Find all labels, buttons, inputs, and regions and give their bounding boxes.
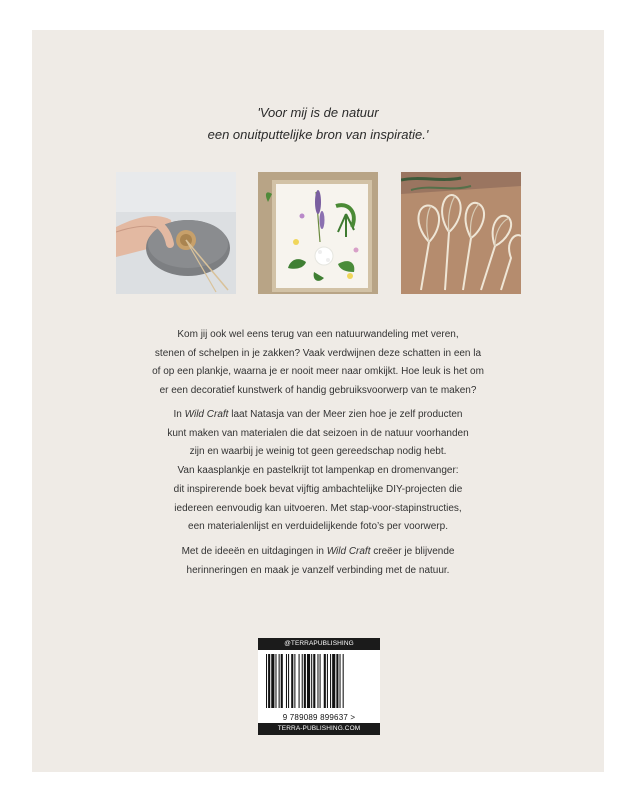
barcode-bar	[307, 654, 310, 708]
barcode-bar	[291, 654, 293, 708]
barcode-bar	[343, 654, 344, 708]
barcode-bar	[299, 654, 300, 708]
text-line: herinneringen en maak je vanzelf verbinding met de natuur.	[186, 564, 450, 576]
barcode-bar	[288, 654, 289, 708]
text-segment: In	[173, 409, 185, 420]
text-line: Van kaasplankje en pastelkrijt tot lampenkap en dromenvanger:	[177, 465, 459, 477]
text-segment: creëer je blijvende	[370, 546, 455, 557]
photo-pressed-flowers	[258, 172, 378, 294]
photo-flowers-image	[258, 172, 378, 294]
barcode-bar	[332, 654, 335, 708]
text-line: zijn en waarbij je weinig tot geen gereedschap nodig hebt.	[189, 446, 447, 458]
description-paragraph-1	[32, 326, 604, 401]
barcode-bar	[279, 654, 280, 708]
barcode-bar	[327, 654, 328, 708]
text-line: dit inspirerende boek bevat vijftig ambachtelijke DIY-projecten die	[173, 483, 463, 495]
barcode-top-label: @TERRAPUBLISHING	[258, 638, 380, 650]
barcode-bar	[266, 654, 267, 708]
text-line: stenen of schelpen in je zakken? Vaak verdwijnen deze schatten in een la	[154, 347, 482, 359]
barcode-bar	[304, 654, 306, 708]
text-line: Kom jij ook wel eens terug van een natuurwandeling met veren,	[177, 329, 459, 340]
barcode-bar	[311, 654, 312, 708]
barcode-bar	[271, 654, 274, 708]
barcode-bar	[268, 654, 270, 708]
barcode-bottom-label: TERRA-PUBLISHING.COM	[258, 723, 380, 735]
text-line	[32, 406, 604, 425]
isbn-digits: 9 789089 899637 >	[282, 713, 356, 722]
barcode-bar	[294, 654, 295, 708]
quote-line: een onuitputtelijke bron van inspiratie.'	[207, 127, 429, 142]
barcode-bar	[286, 654, 287, 708]
barcode-bar	[317, 654, 318, 708]
photo-stone	[116, 172, 236, 294]
text-segment: laat Natasja van der Meer zien hoe je zelf producten	[228, 409, 463, 420]
text-line: of op een plankje, waarna je er nooit meer naar omkijkt. Hoe leuk is het om	[152, 366, 484, 378]
quote-line: 'Voor mij is de natuur	[257, 105, 379, 120]
barcode-bar	[340, 654, 341, 708]
text-line: er een decoratief kunstwerk of handig gebruiksvoorwerp van te maken?	[159, 385, 477, 397]
barcode-bar	[313, 654, 315, 708]
text-line: kunt maken van materialen die dat seizoen in de natuur voorhanden	[167, 427, 469, 439]
barcode-bar	[330, 654, 331, 708]
barcode-bars-graphic	[258, 650, 380, 712]
text-segment: Met de ideeën en uitdagingen in	[181, 546, 327, 557]
text-line: iedereen eenvoudig kan uitvoeren. Met stap-voor-stapinstructies,	[174, 502, 462, 514]
barcode-bar	[320, 654, 321, 708]
description-paragraph-3	[32, 543, 604, 580]
barcode-bar	[336, 654, 338, 708]
back-cover	[32, 30, 604, 772]
barcode-bar	[302, 654, 303, 708]
description-paragraph-2	[32, 406, 604, 537]
photo-willow-whisks	[401, 172, 521, 294]
book-title: Wild Craft	[326, 546, 371, 557]
photo-whisks-image	[401, 172, 521, 294]
isbn-barcode	[258, 638, 380, 735]
text-line: een materialenlijst en verduidelijkende foto’s per voorwerp.	[188, 521, 448, 533]
text-line	[32, 543, 604, 562]
book-title: Wild Craft	[184, 409, 229, 420]
barcode-bar	[281, 654, 283, 708]
quote	[32, 102, 604, 146]
photo-stone-image	[116, 172, 236, 294]
barcode-bar	[275, 654, 276, 708]
barcode-bar	[324, 654, 326, 708]
barcode-bars	[258, 650, 380, 723]
